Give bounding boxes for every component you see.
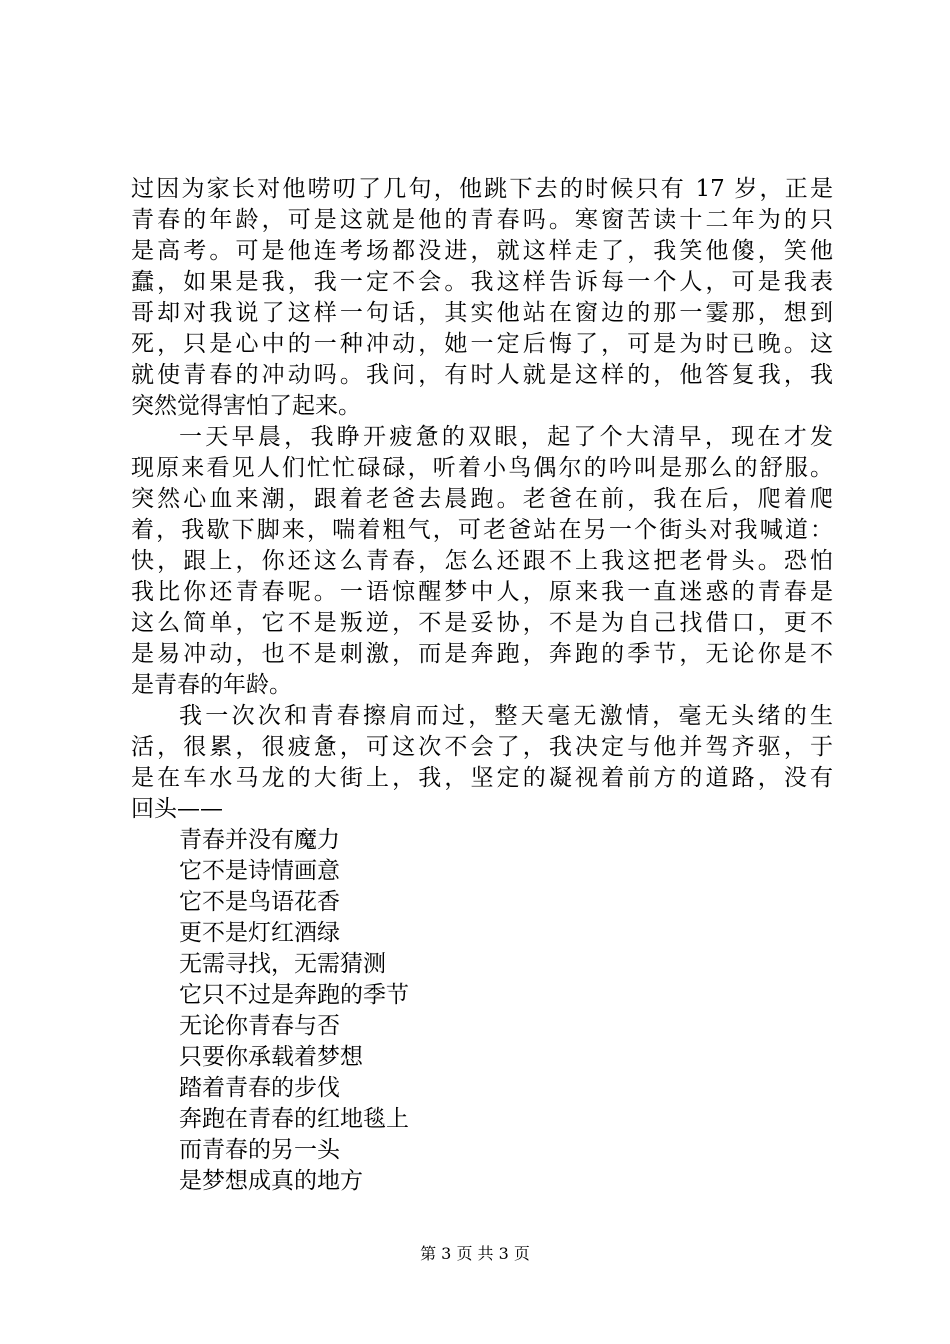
paragraph-line: 着，我歇下脚来，喘着粗气，可老爸站在另一个街头对我喊道： [131,517,833,543]
paragraph-line: 是高考。可是他连考场都没进，就这样走了，我笑他傻，笑他 [131,238,833,264]
poem [131,825,833,1197]
paragraph-line: 就使青春的冲动吗。我问，有时人就是这样的，他答复我，我 [131,362,833,388]
paragraph-line: 回头—— [131,796,223,822]
poem-line: 它只不过是奔跑的季节 [179,982,409,1008]
document-body [131,174,833,1197]
poem-line: 无需寻找，无需猜测 [179,951,386,977]
paragraph-line: 突然觉得害怕了起来。 [131,393,361,419]
poem-line: 它不是诗情画意 [179,858,340,884]
poem-line: 踏着青春的步伐 [179,1075,340,1101]
poem-line: 更不是灯红酒绿 [179,920,340,946]
paragraph-line: 我一次次和青春擦肩而过，整天毫无激情，毫无头绪的生 [179,703,833,729]
paragraph-1 [131,174,833,422]
paragraph-line: 哥却对我说了这样一句话，其实他站在窗边的那一霎那，想到 [131,300,833,326]
paragraph-line: 突然心血来潮，跟着老爸去晨跑。老爸在前，我在后，爬着爬 [131,486,833,512]
paragraph-line: 是在车水马龙的大街上，我，坚定的凝视着前方的道路，没有 [131,765,833,791]
paragraph-2 [131,422,833,701]
poem-line: 青春并没有魔力 [179,827,340,853]
paragraph-line: 死，只是心中的一种冲动，她一定后悔了，可是为时已晚。这 [131,331,833,357]
paragraph-line: 一天早晨，我睁开疲惫的双眼，起了个大清早，现在才发 [179,424,833,450]
poem-line: 是梦想成真的地方 [179,1168,363,1194]
page-number-footer: 第 3 页 共 3 页 [420,1244,530,1263]
poem-line: 无论你青春与否 [179,1013,340,1039]
paragraph-line: 是青春的年龄。 [131,672,292,698]
paragraph-line: 蠢，如果是我，我一定不会。我这样告诉每一个人，可是我表 [131,269,833,295]
paragraph-line: 这么简单，它不是叛逆，不是妥协，不是为自己找借口，更不 [131,610,833,636]
poem-line: 奔跑在青春的红地毯上 [179,1106,409,1132]
paragraph-line: 是易冲动，也不是刺激，而是奔跑，奔跑的季节，无论你是不 [131,641,833,667]
poem-line: 它不是鸟语花香 [179,889,340,915]
poem-line: 而青春的另一头 [179,1137,340,1163]
paragraph-3 [131,701,833,825]
paragraph-line: 活，很累，很疲惫，可这次不会了，我决定与他并驾齐驱，于 [131,734,833,760]
paragraph-line: 快，跟上，你还这么青春，怎么还跟不上我这把老骨头。恐怕 [131,548,833,574]
paragraph-line: 现原来看见人们忙忙碌碌，听着小鸟偶尔的吟叫是那么的舒服。 [131,455,833,481]
paragraph-line: 青春的年龄，可是这就是他的青春吗。寒窗苦读十二年为的只 [131,207,833,233]
paragraph-line: 过因为家长对他唠叨了几句，他跳下去的时候只有 17 岁，正是 [131,176,833,202]
poem-line: 只要你承载着梦想 [179,1044,363,1070]
paragraph-line: 我比你还青春呢。一语惊醒梦中人，原来我一直迷惑的青春是 [131,579,833,605]
